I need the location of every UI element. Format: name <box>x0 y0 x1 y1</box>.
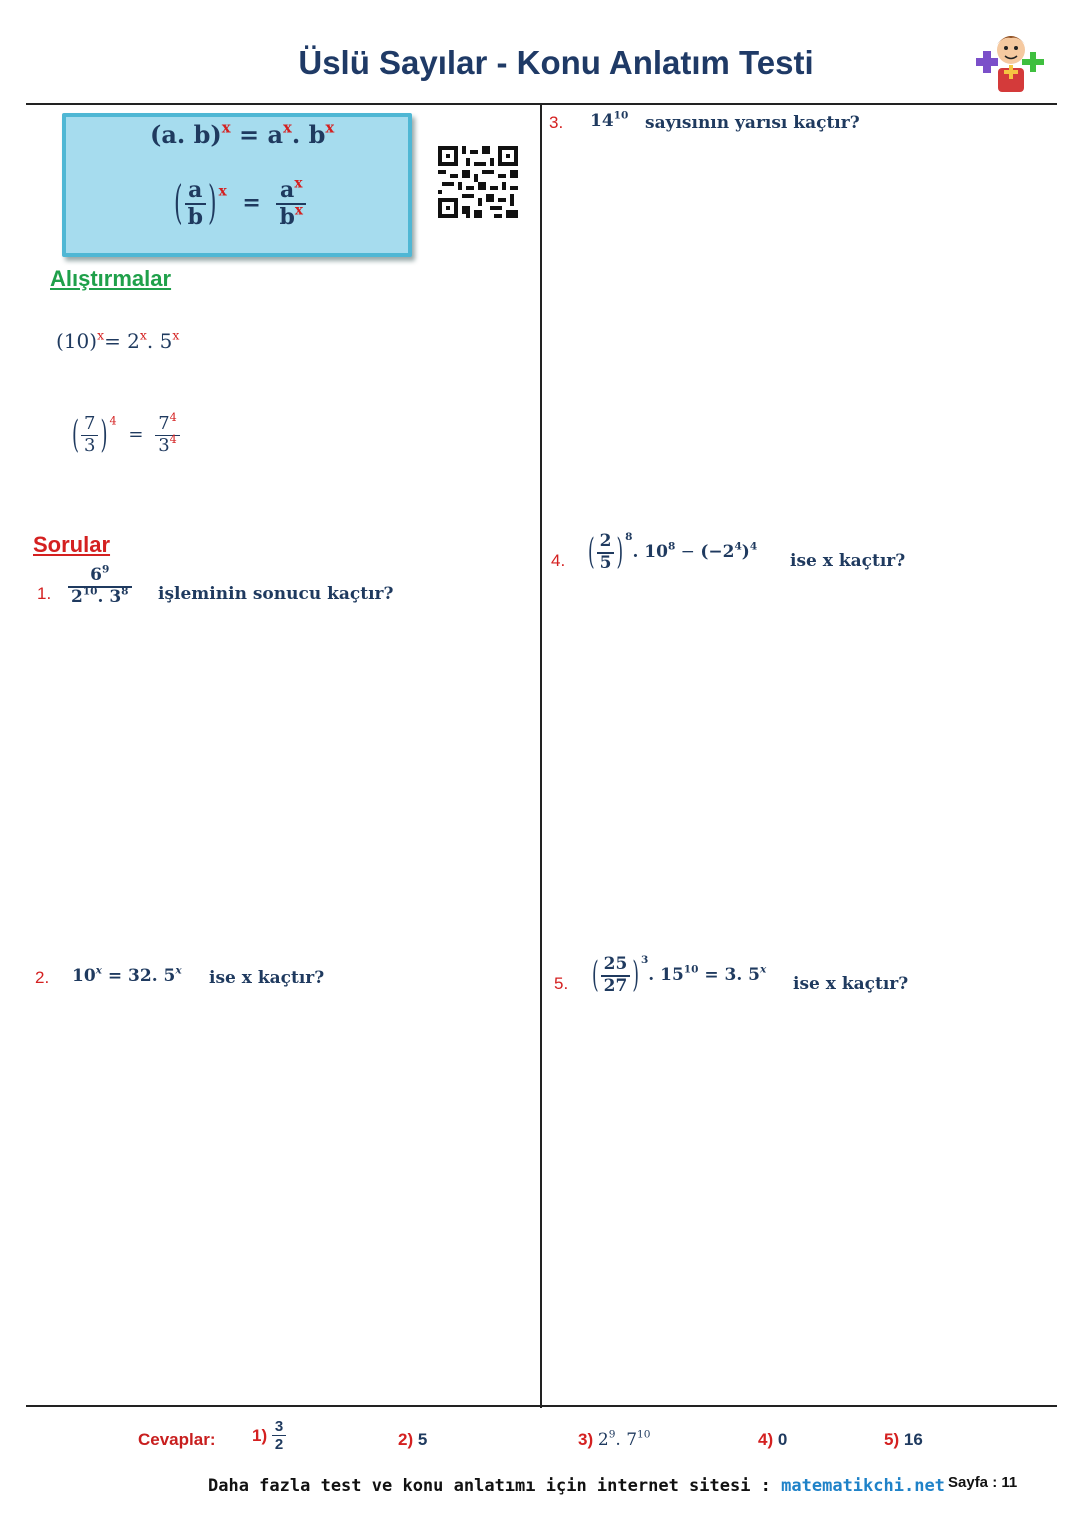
exercise-2: ( $\frac{7}{3}$ ) $^4$ = $\frac{7^4}{3^4}$ <box>70 414 180 456</box>
question-5-text: ise x kaçtır? <box>793 974 909 994</box>
question-3-number: 3. <box>549 113 564 132</box>
question-4-number: 4. <box>551 551 566 570</box>
question-4-expression: ( $\frac{2}{5}$ ) $^8$. $10^8 - (-2^4)^4$ <box>588 531 758 574</box>
question-2-text: ise x kaçtır? <box>209 968 325 988</box>
answer-5: 5) 16 <box>884 1430 923 1449</box>
rule-product-power: (a. $b)^x = a^x$. $b^x$ <box>150 118 335 149</box>
question-4-text: ise x kaçtır? <box>790 551 906 571</box>
question-1-expression: $\frac{6^9}{2^{10}. 3^8}$ <box>68 566 132 607</box>
answer-1: 1) $\frac{3}{2}$ <box>252 1418 286 1454</box>
answer-3: 3) $2^9$. $7^{10}$ <box>578 1428 651 1450</box>
question-2-number: 2. <box>35 968 50 987</box>
question-1-number: 1. <box>37 584 52 603</box>
exercise-1: $(10)^x= 2^x$. 5$^x$ <box>56 327 180 353</box>
question-5-number: 5. <box>554 974 569 993</box>
page-title: Üslü Sayılar - Konu Anlatım Testi <box>298 44 814 81</box>
questions-heading: Sorular <box>33 532 111 557</box>
answer-2: 2) 5 <box>398 1430 428 1449</box>
footer-text: Daha fazla test ve konu anlatımı için internet sitesi : matematikchi.net <box>208 1476 945 1496</box>
question-2-expression: $10^x = 32$. 5$^x$ <box>72 964 182 986</box>
question-3-text: sayısının yarısı kaçtır? <box>645 113 860 133</box>
column-divider <box>540 104 542 1408</box>
footer-divider <box>26 1405 1057 1407</box>
question-1-text: işleminin sonucu kaçtır? <box>158 584 394 604</box>
exercises-heading: Alıştırmalar <box>50 266 172 291</box>
question-3-expression: $14^{10}$ <box>590 109 629 131</box>
answers-label: Cevaplar: <box>138 1430 216 1449</box>
mascot-logo <box>970 26 1050 96</box>
question-5-expression: ( $\frac{25}{27}$ ) $^3$. $15^{10} = 3$. 5$^x$ <box>592 954 767 997</box>
rule-quotient-power: ( $\frac{a}{b}$ ) $^x$ = $\frac{a^x}{b^x}$ <box>172 178 306 231</box>
site-link[interactable]: matematikchi.net <box>781 1476 945 1496</box>
answer-4: 4) 0 <box>758 1430 788 1449</box>
qr-code-icon[interactable] <box>438 146 518 218</box>
page-number: Sayfa : 11 <box>948 1474 1018 1491</box>
